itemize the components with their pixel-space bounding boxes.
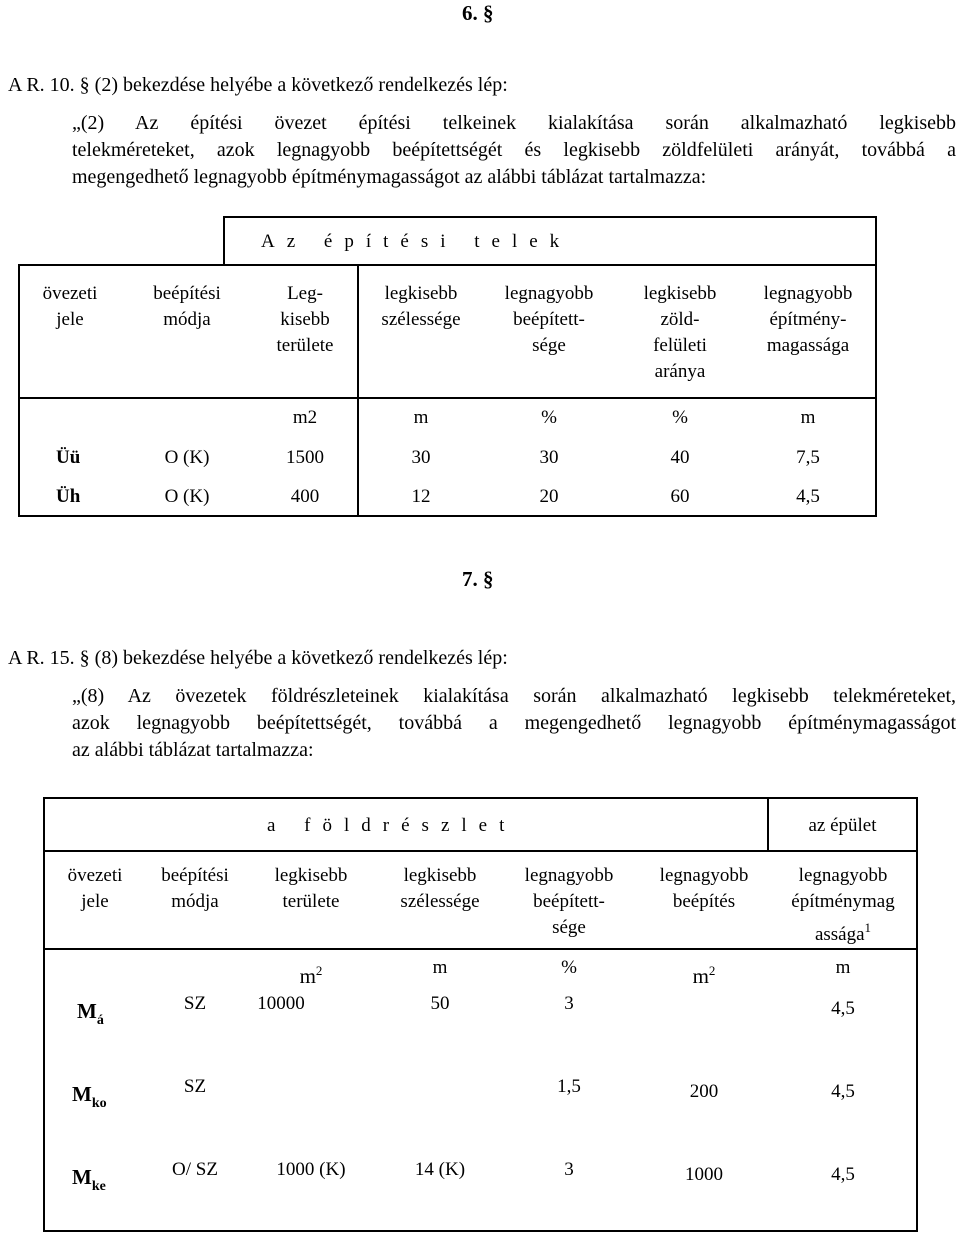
unit-cell: m xyxy=(800,407,816,428)
table-cell: O (K) xyxy=(164,447,210,468)
table-border xyxy=(43,850,918,852)
table-border xyxy=(43,1230,918,1232)
unit-cell: $m^2$ xyxy=(299,963,323,988)
zone-code: Üü xyxy=(56,447,81,468)
table-cell: 1000 (K) xyxy=(276,1159,346,1180)
column-header: legkisebb területe xyxy=(274,865,348,912)
table-cell: 10000 xyxy=(257,993,305,1014)
table-cell: 40 xyxy=(670,447,690,468)
table-cell: O/ SZ xyxy=(172,1159,218,1180)
table-cell: 400 xyxy=(290,486,320,507)
quote-line: az alábbi táblázat tartalmazza: xyxy=(72,739,314,761)
table-cell: 4,5 xyxy=(831,1164,855,1185)
table-cell: 12 xyxy=(411,486,431,507)
table-cell: 14 (K) xyxy=(414,1159,466,1180)
table-border xyxy=(18,397,877,399)
amendment-intro-7: A R. 15. § (8) bekezdése helyébe a következő rendelkezés lép: xyxy=(8,647,508,669)
column-header: övezeti jele xyxy=(42,283,98,330)
section-heading-7: 7. § xyxy=(462,567,494,591)
table-cell: O (K) xyxy=(164,486,210,507)
table-border xyxy=(43,797,918,799)
column-header: legnagyobb építmény- magassága xyxy=(763,283,853,356)
column-header: legnagyobb beépített- sége xyxy=(504,283,594,356)
table-border xyxy=(43,948,918,950)
quote-line: „(2) Az építési övezet építési telkeinek kialakítása során alkalmazható legkisebb xyxy=(72,112,956,134)
quote-line: megengedhető legnagyobb építménymagasságot az alábbi táblázat tartalmazza: xyxy=(72,166,707,188)
zone-code: $M_á$ xyxy=(77,999,104,1028)
table-cell: 4,5 xyxy=(796,486,820,507)
table-cell: 50 xyxy=(430,993,450,1014)
column-header: legkisebb szélessége xyxy=(400,865,480,912)
column-header: Leg- kisebb területe xyxy=(276,283,334,356)
quote-line: „(8) Az övezetek földrészleteinek kialakítása során alkalmazható legkisebb telekméreteket, xyxy=(72,685,956,707)
table-border xyxy=(223,216,877,218)
unit-cell: $m^2$ xyxy=(692,963,716,988)
unit-cell: % xyxy=(672,407,688,428)
column-header: beépítési módja xyxy=(153,283,221,330)
table-cell: 1,5 xyxy=(557,1076,581,1097)
table-cell: 20 xyxy=(539,486,559,507)
section-heading-6: 6. § xyxy=(462,1,494,25)
table-group-header: Az építési telek xyxy=(261,231,572,252)
column-header: legnagyobb beépítés xyxy=(659,865,749,912)
unit-cell: m xyxy=(413,407,429,428)
zone-code: $M_{ke}$ xyxy=(72,1165,106,1194)
zone-code: Üh xyxy=(56,486,81,507)
table-cell: 1500 xyxy=(286,447,324,468)
table-group-header: a földrészlet xyxy=(267,815,517,836)
table-cell: 200 xyxy=(689,1081,719,1102)
table-cell: 3 xyxy=(564,993,574,1014)
table-cell: 60 xyxy=(670,486,690,507)
column-header: beépítési módja xyxy=(161,865,229,912)
table-cell: SZ xyxy=(183,993,207,1014)
table-cell: 30 xyxy=(411,447,431,468)
unit-cell: % xyxy=(561,957,577,978)
column-header: legnagyobb beépített- sége xyxy=(524,865,614,938)
table-border xyxy=(916,797,918,1231)
table-cell: 1000 xyxy=(685,1164,723,1185)
unit-cell: m xyxy=(835,957,851,978)
table-group-header: az épület xyxy=(808,815,877,836)
quote-line: azok legnagyobb beépítettségét, továbbá a megengedhető legnagyobb építménymagasságot xyxy=(72,712,956,734)
unit-cell: % xyxy=(541,407,557,428)
column-header: legkisebb szélessége xyxy=(381,283,461,330)
table-border xyxy=(875,216,877,516)
amendment-intro-6: A R. 10. § (2) bekezdése helyébe a következő rendelkezés lép: xyxy=(8,74,508,96)
table-cell: 4,5 xyxy=(831,1081,855,1102)
column-header: legnagyobb építménymag assága$^1$ xyxy=(791,865,895,945)
table-cell: 30 xyxy=(539,447,559,468)
column-header: legkisebb zöld- felületi aránya xyxy=(643,283,717,382)
unit-cell: m2 xyxy=(292,407,318,428)
table-border xyxy=(18,515,877,517)
zone-code: $M_{ko}$ xyxy=(72,1082,107,1111)
unit-cell: m xyxy=(432,957,448,978)
footnote-mark: 1 xyxy=(864,920,872,935)
table-cell: 7,5 xyxy=(796,447,820,468)
table-border xyxy=(18,264,877,266)
column-header: övezeti jele xyxy=(67,865,123,912)
table-cell: 4,5 xyxy=(831,998,855,1019)
table-cell: SZ xyxy=(183,1076,207,1097)
quote-line: telekméreteket, azok legnagyobb beépítettségét és legkisebb zöldfelületi arányát, továbbá a xyxy=(72,139,956,161)
table-cell: 3 xyxy=(564,1159,574,1180)
